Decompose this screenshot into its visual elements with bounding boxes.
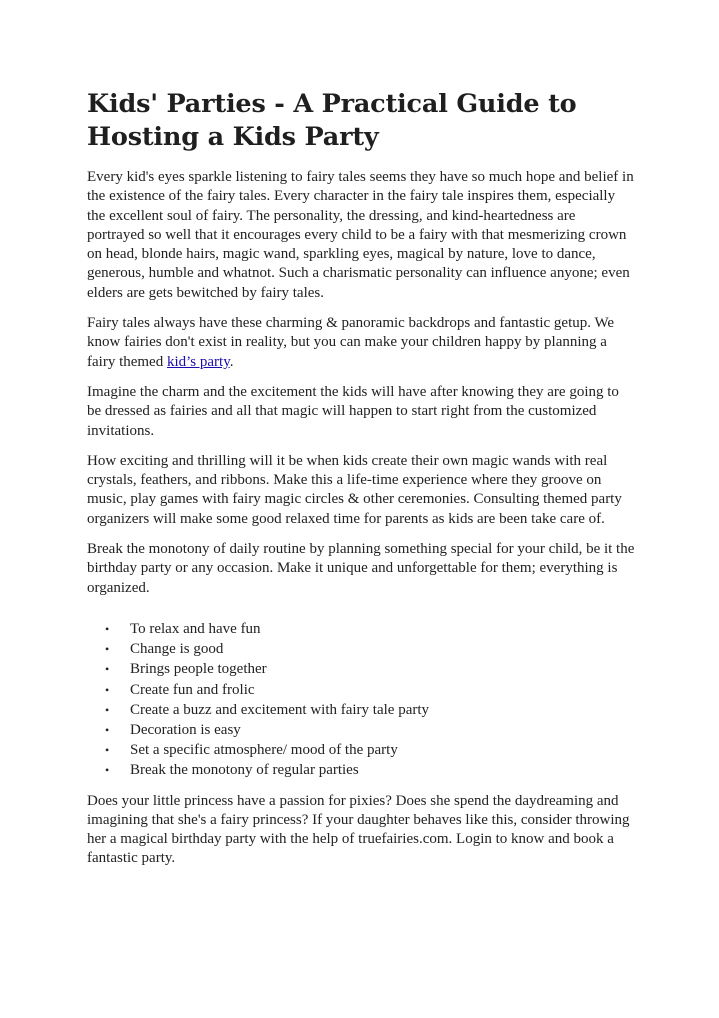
list-item	[87, 700, 635, 720]
bullet-icon: •	[105, 743, 110, 758]
list-item-text: Create fun and frolic	[130, 681, 255, 698]
list-item-text: Set a specific atmosphere/ mood of the party	[130, 742, 398, 759]
paragraph-text-end: .	[229, 353, 234, 370]
list-item-text: Create a buzz and excitement with fairy tale party	[130, 701, 430, 718]
list-item-text: Brings people together	[130, 661, 267, 678]
paragraph-magic-wands: How exciting and thrilling will it be when kids create their own magic wands with real crystals, feathers, and ribbons. Make this a life-time experience where they groove on music, play games with fairy magic circles & other ceremonies. Consulting themed party organizers will make some good relaxed time for parents as kids are been take care of.	[87, 452, 622, 527]
list-item-text: Decoration is easy	[130, 721, 241, 738]
paragraph-charm: Imagine the charm and the excitement the kids will have after knowing they are going to be dressed as fairies and all that magic will happen to start right from the customized invitations.	[87, 383, 619, 439]
list-item	[87, 760, 635, 780]
bullet-icon: •	[105, 702, 110, 717]
bullet-icon: •	[105, 642, 110, 657]
paragraph-monotony: Break the monotony of daily routine by planning something special for your child, be it the birthday party or any occasion. Make it unique and unforgettable for them; everything is organized.	[87, 541, 635, 596]
list-item	[87, 639, 635, 659]
list-item	[87, 680, 635, 700]
list-item	[87, 720, 635, 740]
paragraph-intro: Every kid's eyes sparkle listening to fairy tales seems they have so much hope and belief in the existence of the fairy tales. Every character in the fairy tale inspires them, especially the excellent soul of fairy. The personality, the dressing, and kind-heartedness are portrayed so well that it encourages every child to be a fairy with that mesmerizing crown on head, blonde hairs, magic wand, sparkling eyes, magical by nature, love to dance, generous, humble and whatnot. Such a charismatic personality can influence anyone; even elders are gets bewitched by fairy tales.	[87, 169, 634, 301]
paragraph-text: Fairy tales always have these charming & panoramic backdrops and fantastic getup. We know fairies don't exist in reality, but you can make your children happy by planning a fairy themed	[87, 315, 615, 370]
kids-party-link[interactable]: kid’s party	[166, 353, 230, 370]
list-item	[87, 619, 635, 639]
paragraph-fairy-tales	[87, 314, 635, 372]
page-title: Kids' Parties - A Practical Guide to Hosting a Kids Party	[87, 89, 577, 152]
bullet-icon: •	[105, 682, 110, 697]
bullet-icon: •	[105, 662, 110, 677]
list-item-text: Change is good	[130, 641, 224, 658]
paragraph-closing: Does your little princess have a passion for pixies? Does she spend the daydreaming and imagining that she's a fairy princess? If your daughter behaves like this, consider throwing her a magical birthday party with the help of truefairies.com. Login to know and book a fantastic party.	[87, 792, 630, 867]
list-item	[87, 740, 635, 760]
bullet-icon: •	[105, 722, 110, 737]
document-page	[87, 88, 635, 880]
list-item	[87, 659, 635, 679]
bullet-list	[87, 609, 635, 781]
list-item-text: Break the monotony of regular parties	[130, 762, 359, 779]
list-item-text: To relax and have fun	[130, 620, 261, 637]
bullet-icon: •	[105, 621, 110, 636]
bullet-icon: •	[105, 763, 110, 778]
